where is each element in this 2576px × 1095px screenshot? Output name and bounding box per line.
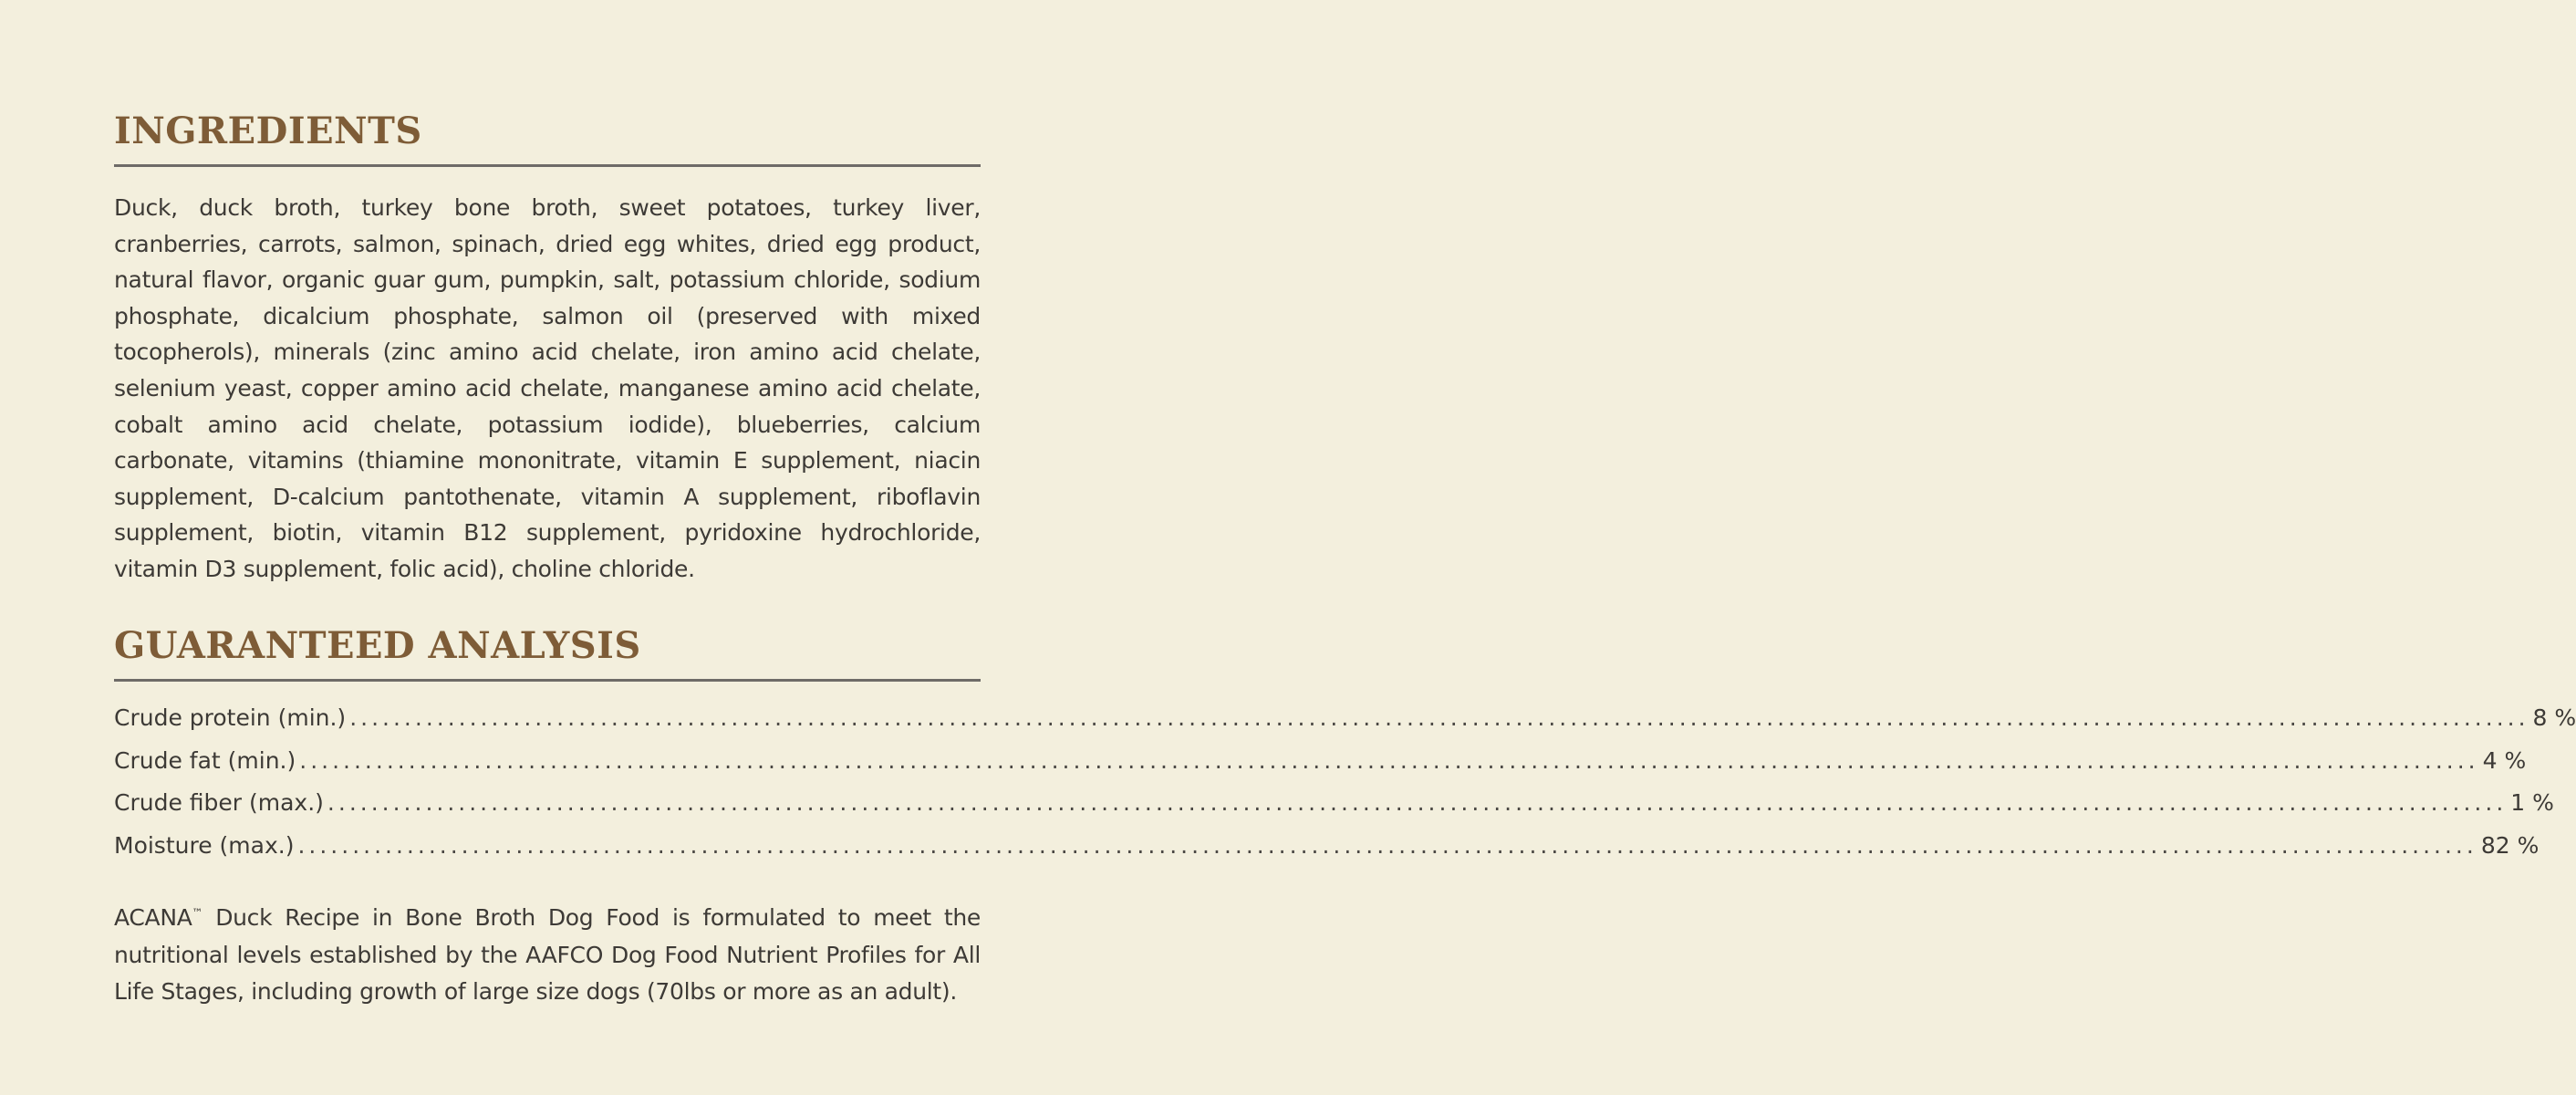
ingredients-divider bbox=[114, 164, 981, 167]
dot-leader: ........................................................................................................................................................................................................ bbox=[299, 746, 2479, 774]
analysis-value: 82 % bbox=[2480, 831, 2540, 859]
aafco-statement bbox=[114, 900, 981, 1011]
dot-leader: ........................................................................................................................................................................................................ bbox=[327, 789, 2508, 816]
ingredients-list: Duck, duck broth, turkey bone broth, sweet potatoes, turkey liver, cranberries, carrots, salmon, spinach, dried egg whites, dried egg product, natural flavor, organic guar gum, pumpkin, salt, potassium chloride, sodium phosphate, dicalcium phosphate, salmon oil (preserved with mixed tocopherols), minerals (zinc amino acid chelate, iron amino acid chelate, selenium yeast, copper amino acid chelate, manganese amino acid chelate, cobalt amino acid chelate, potassium iodide), blueberries, calcium carbonate, vitamins (thiamine mononitrate, vitamin E supplement, niacin supplement, D-calcium pantothenate, vitamin A supplement, riboflavin supplement, biotin, vitamin B12 supplement, pyridoxine hydrochloride, vitamin D3 supplement, folic acid), choline chloride. bbox=[114, 194, 981, 582]
guaranteed-analysis-heading: GUARANTEED ANALYSIS bbox=[114, 624, 641, 667]
guaranteed-analysis-table bbox=[114, 697, 2576, 867]
trademark-symbol: ™ bbox=[192, 906, 203, 920]
analysis-label: Crude protein (min.) bbox=[114, 704, 347, 731]
aafco-statement-text: Duck Recipe in Bone Broth Dog Food is formulated to meet the nutritional levels established by the AAFCO Dog Food Nutrient Profiles for All Life Stages, including growth of large size dogs (70lbs or more as an adult). bbox=[114, 904, 981, 1005]
analysis-label: Crude fat (min.) bbox=[114, 746, 296, 774]
analysis-row-crude-fiber bbox=[114, 782, 2554, 825]
guaranteed-analysis-divider bbox=[114, 679, 981, 682]
dot-leader: ........................................................................................................................................................................................................ bbox=[349, 704, 2529, 731]
analysis-value: 1 % bbox=[2510, 789, 2554, 816]
analysis-value: 8 % bbox=[2532, 704, 2576, 731]
analysis-label: Crude fiber (max.) bbox=[114, 789, 324, 816]
analysis-value: 4 % bbox=[2482, 746, 2527, 774]
analysis-row-crude-fat bbox=[114, 740, 2527, 783]
analysis-row-moisture bbox=[114, 825, 2540, 868]
ingredients-heading: INGREDIENTS bbox=[114, 110, 422, 152]
dot-leader: ........................................................................................................................................................................................................ bbox=[297, 831, 2477, 859]
analysis-label: Moisture (max.) bbox=[114, 831, 295, 859]
analysis-row-crude-protein bbox=[114, 697, 2576, 740]
brand-name: ACANA bbox=[114, 904, 192, 931]
